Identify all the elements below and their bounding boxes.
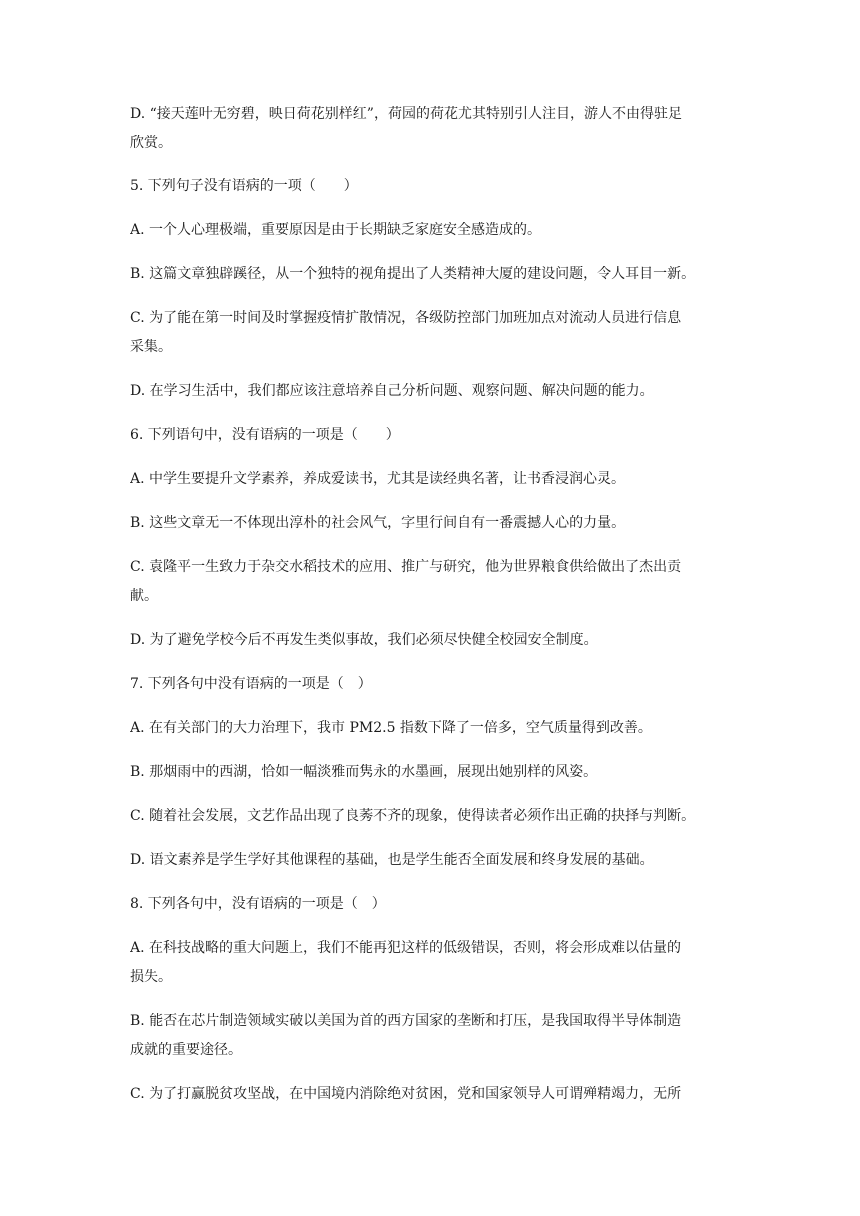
text-line-1: D. “接天莲叶无穷碧，映日荷花别样红”，荷园的荷花尤其特别引人注目，游人不由得驻足 [130,106,682,122]
question-8-option-a-cont: 损失。 [130,969,172,985]
question-8-option-c: C. 为了打赢脱贫攻坚战，在中国境内消除绝对贫困，党和国家领导人可谓殚精竭力，无所 [130,1086,682,1102]
question-5-option-b: B. 这篇文章独辟蹊径，从一个独特的视角提出了人类精神大厦的建设问题，令人耳目一新。 [130,266,696,282]
question-5-option-c: C. 为了能在第一时间及时掌握疫情扩散情况，各级防控部门加班加点对流动人员进行信息 [130,310,682,326]
question-7-option-d: D. 语文素养是学生学好其他课程的基础，也是学生能否全面发展和终身发展的基础。 [130,852,654,868]
question-5-option-a: A. 一个人心理极端，重要原因是由于长期缺乏家庭安全感造成的。 [130,222,542,238]
question-6-option-a: A. 中学生要提升文学素养，养成爱读书，尤其是读经典名著，让书香浸润心灵。 [130,471,626,487]
question-7-stem: 7. 下列各句中没有语病的一项是（ ） [130,676,372,692]
question-5-option-d: D. 在学习生活中，我们都应该注意培养自己分析问题、观察问题、解决问题的能力。 [130,383,654,399]
question-6-option-d: D. 为了避免学校今后不再发生类似事故，我们必须尽快健全校园安全制度。 [130,632,598,648]
question-6-option-b: B. 这些文章无一不体现出淳朴的社会风气，字里行间自有一番震撼人心的力量。 [130,515,626,531]
question-8-option-b: B. 能否在芯片制造领域实破以美国为首的西方国家的垄断和打压，是我国取得半导体制造 [130,1013,682,1029]
question-8-stem: 8. 下列各句中，没有语病的一项是（ ） [130,896,386,912]
question-7-option-b: B. 那烟雨中的西湖，恰如一幅淡雅而隽永的水墨画，展现出她别样的风姿。 [130,764,598,780]
question-6-stem: 6. 下列语句中，没有语病的一项是（ ） [130,427,400,443]
question-5-option-c-cont: 采集。 [130,339,172,355]
text-line-2: 欣赏。 [130,135,172,151]
question-7-option-a: A. 在有关部门的大力治理下，我市 PM2.5 指数下降了一倍多，空气质量得到改善。 [130,720,652,736]
question-8-option-b-cont: 成就的重要途径。 [130,1042,242,1058]
question-6-option-c: C. 袁隆平一生致力于杂交水稻技术的应用、推广与研究，他为世界粮食供给做出了杰出贡 [130,559,682,575]
question-8-option-a: A. 在科技战略的重大问题上，我们不能再犯这样的低级错误，否则，将会形成难以估量的 [130,940,682,956]
question-5-stem: 5. 下列句子没有语病的一项（ ） [130,178,358,194]
question-6-option-c-cont: 献。 [130,588,158,604]
question-7-option-c: C. 随着社会发展，文艺作品出现了良莠不齐的现象，使得读者必须作出正确的抉择与判断。 [130,808,696,824]
